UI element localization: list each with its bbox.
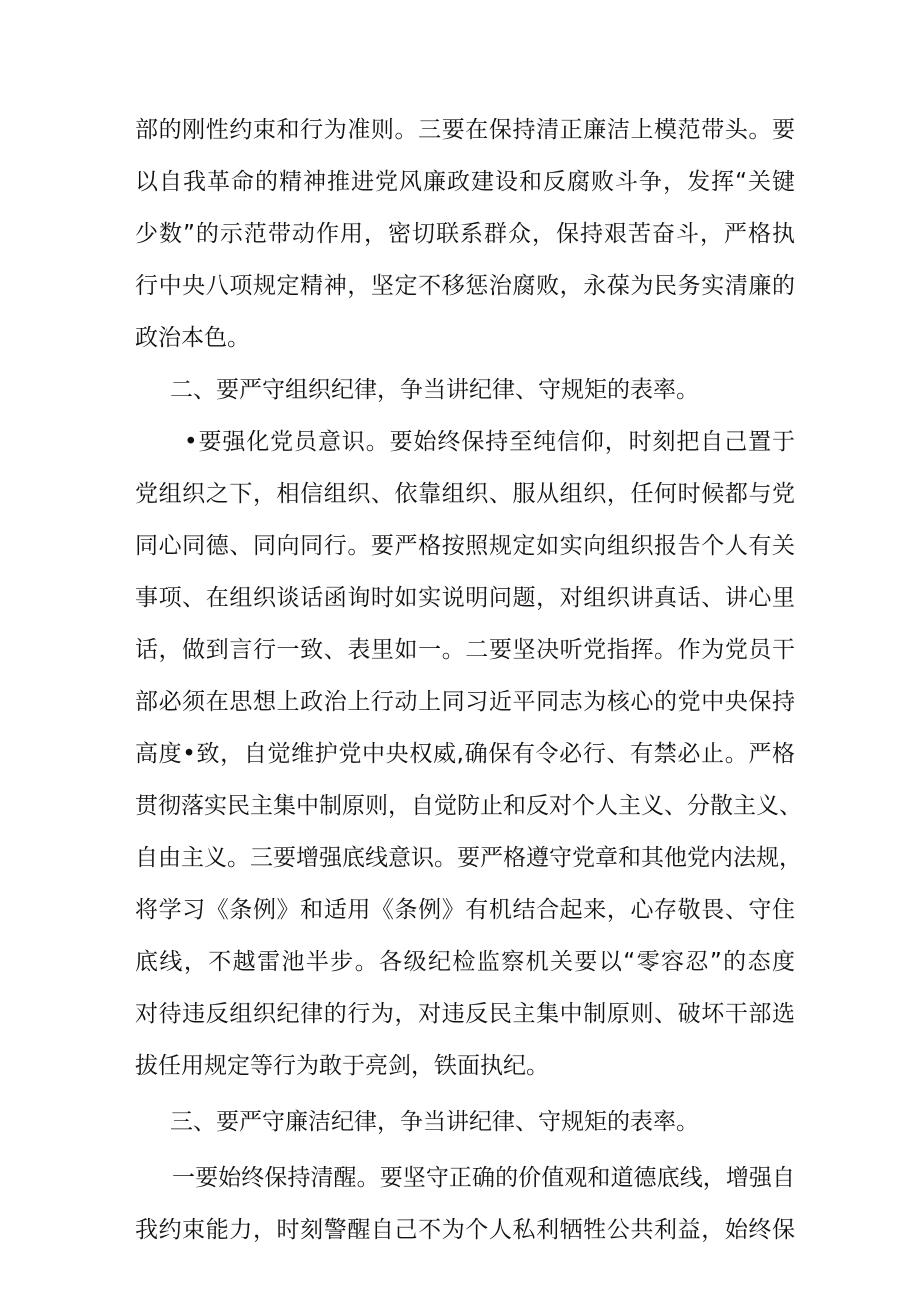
text-line: 一要始终保持清醒。要坚守正确的价值观和道德底线，增强自 [172,1165,795,1191]
text-line: 高度•致，自觉维护党中央权威,确保有令必行、有禁必止。严格 [135,741,795,767]
text-line: 行中央八项规定精神，坚定不移惩治腐败，永葆为民务实清廉的 [135,273,795,299]
text-line: 政治本色。 [135,325,250,351]
text-line: 以自我革命的精神推进党风廉政建设和反腐败斗争，发挥“关键 [135,169,795,195]
text-line: 事项、在组织谈话函询时如实说明问题，对组织讲真话、讲心里 [135,585,795,611]
text-line: 部的刚性约束和行为准则。三要在保持清正廉洁上模范带头。要 [135,117,795,143]
text-line: 将学习《条例》和适用《条例》有机结合起来，心存敬畏、守住 [135,897,795,923]
text-line: 话，做到言行一致、表里如一。二要坚决听党指挥。作为党员干 [135,637,795,663]
text-line: 我约束能力，时刻警醒自己不为个人私利牺牲公共利益，始终保 [135,1217,795,1243]
text-line: 底线，不越雷池半步。各级纪检监察机关要以“零容忍”的态度 [135,949,795,975]
text-line: 党组织之下，相信组织、依靠组织、服从组织，任何时候都与党 [135,481,795,507]
text-line: 自由主义。三要增强底线意识。要严格遵守党章和其他党内法规， [135,845,802,871]
section-heading: 二、要严守组织纪律，争当讲纪律、守规矩的表率。 [170,377,699,403]
text-line: 拔任用规定等行为敢于亮剑，铁面执纪。 [135,1053,549,1079]
text-line: 对待违反组织纪律的行为，对违反民主集中制原则、破坏干部选 [135,1001,795,1027]
text-line: 部必须在思想上政治上行动上同习近平同志为核心的党中央保持 [135,689,795,715]
text-line: 同心同德、同向同行。要严格按照规定如实向组织报告个人有关 [135,533,795,559]
text-line: 贯彻落实民主集中制原则，自觉防止和反对个人主义、分散主义、 [135,793,802,819]
text-line: 少数”的示范带动作用，密切联系群众，保持艰苦奋斗，严格执 [135,221,795,247]
text-line: •要强化党员意识。要始终保持至纯信仰，时刻把自己置于 [184,429,795,455]
section-heading: 三、要严守廉洁纪律，争当讲纪律、守规矩的表率。 [170,1109,699,1135]
